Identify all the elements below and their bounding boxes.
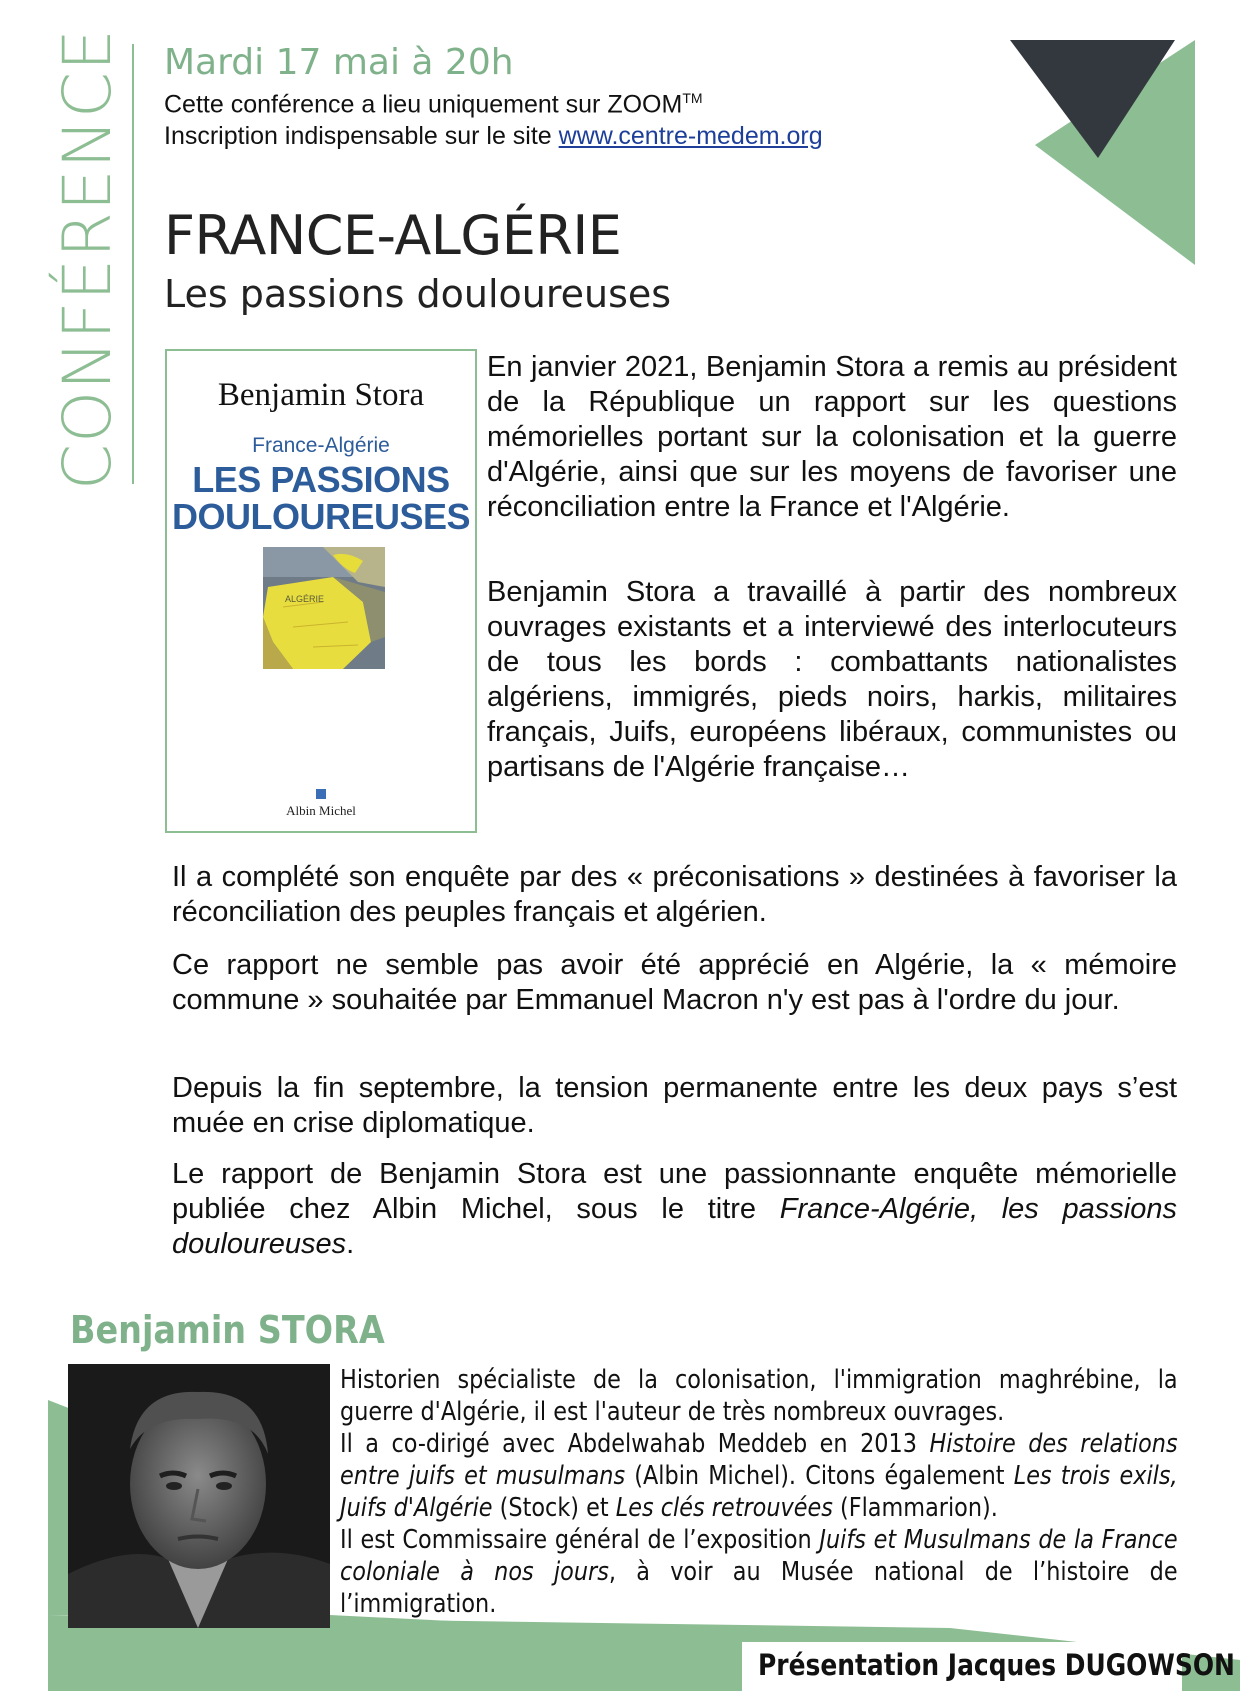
website-link[interactable]: www.centre-medem.org xyxy=(558,122,823,150)
speaker-photo xyxy=(68,1364,330,1628)
bio-3-title: Juifs et Musulmans de la France coloniale à nos jours xyxy=(340,1525,1178,1587)
page-subtitle: Les passions douloureuses xyxy=(164,272,672,316)
paragraph-3: Il a complété son enquête par des « préconisations » destinées à favoriser la réconciliation des peuples français et algérien. xyxy=(172,861,1177,928)
paragraph-6 xyxy=(172,1157,1177,1262)
zoom-notice-text: Cette conférence a lieu uniquement sur ZOOM xyxy=(164,90,683,119)
bio-2-title-3: Les clés retrouvées xyxy=(615,1493,833,1523)
page-title: FRANCE-ALGÉRIE xyxy=(164,204,622,267)
map-image xyxy=(263,547,385,669)
book-series: France-Algérie xyxy=(252,434,390,457)
book-author: Benjamin Stora xyxy=(217,377,425,413)
speaker-bio xyxy=(340,1364,1178,1620)
book-title-reference: France-Algérie, les passions douloureuses xyxy=(172,1193,1177,1260)
book-title-line2: DOULOUREUSES xyxy=(171,496,471,537)
event-date: Mardi 17 mai à 20h xyxy=(164,42,514,83)
bio-2-text-b: (Albin Michel). Citons également xyxy=(625,1461,1014,1491)
bio-2-title-1: Histoire des relations entre juifs et musulmans xyxy=(340,1429,1178,1491)
vertical-label: CONFÉRENCE xyxy=(49,28,126,490)
zoom-notice xyxy=(164,90,703,119)
paragraph-5: Depuis la fin septembre, la tension permanente entre les deux pays s’est muée en crise diplomatique. xyxy=(172,1072,1177,1139)
book-title xyxy=(167,461,475,535)
bio-2-text-a: Il a co-dirigé avec Abdelwahab Meddeb en 2013 xyxy=(340,1429,930,1459)
paragraph-4: Ce rapport ne semble pas avoir été apprécié en Algérie, la « mémoire commune » souhaitée par Emmanuel Macron n'y est pas à l'ordre du jour. xyxy=(172,949,1177,1016)
bio-3-text-b: , à voir au Musée national de l’histoire de l’immigration. xyxy=(340,1557,1178,1619)
bio-2-text-c: (Stock) et xyxy=(492,1493,616,1523)
vertical-divider xyxy=(132,44,134,484)
presenter-credit: Présentation Jacques DUGOWSON xyxy=(758,1648,1235,1682)
speaker-name: Benjamin STORA xyxy=(70,1308,385,1352)
publisher-logo xyxy=(316,789,326,799)
paragraph-1: En janvier 2021, Benjamin Stora a remis au président de la République un rapport sur les questions mémorielles portant sur la colonisation et la guerre d'Algérie, ainsi que sur les moyens de favoriser une réconciliation entre la France et l'Algérie. xyxy=(487,351,1177,523)
bio-paragraph-1: Historien spécialiste de la colonisation, l'immigration maghrébine, la guerre d'Algérie, il est l'auteur de très nombreux ouvrages. xyxy=(340,1365,1178,1427)
book-publisher: Albin Michel xyxy=(286,803,356,818)
paragraph-6-end: . xyxy=(346,1228,355,1260)
paragraph-6-text: Le rapport de Benjamin Stora est une passionnante enquête mémorielle publiée chez Albin Michel, sous le titre xyxy=(172,1158,1177,1225)
registration-notice xyxy=(164,122,823,151)
bio-paragraph-3 xyxy=(340,1524,1178,1620)
paragraph-2: Benjamin Stora a travaillé à partir des nombreux ouvrages existants et a interviewé des interlocuteurs de tous les bords : combattants nationalistes algériens, immigrés, pieds noirs, harkis, militaires français, Juifs, européens libéraux, communistes ou partisans de l'Algérie française… xyxy=(487,576,1177,783)
trademark: TM xyxy=(682,90,703,106)
bio-paragraph-2 xyxy=(340,1428,1178,1524)
bio-3-text-a: Il est Commissaire général de l’exposition xyxy=(340,1525,820,1555)
book-cover xyxy=(165,349,477,833)
bio-2-title-2: Les trois exils, Juifs d'Algérie xyxy=(340,1461,1178,1523)
registration-text: Inscription indispensable sur le site xyxy=(164,122,559,150)
book-title-line1: LES PASSIONS xyxy=(192,459,450,500)
bio-2-text-d: (Flammarion). xyxy=(832,1493,998,1523)
map-label: ALGÉRIE xyxy=(285,594,325,604)
corner-triangles-decoration xyxy=(1010,40,1195,265)
